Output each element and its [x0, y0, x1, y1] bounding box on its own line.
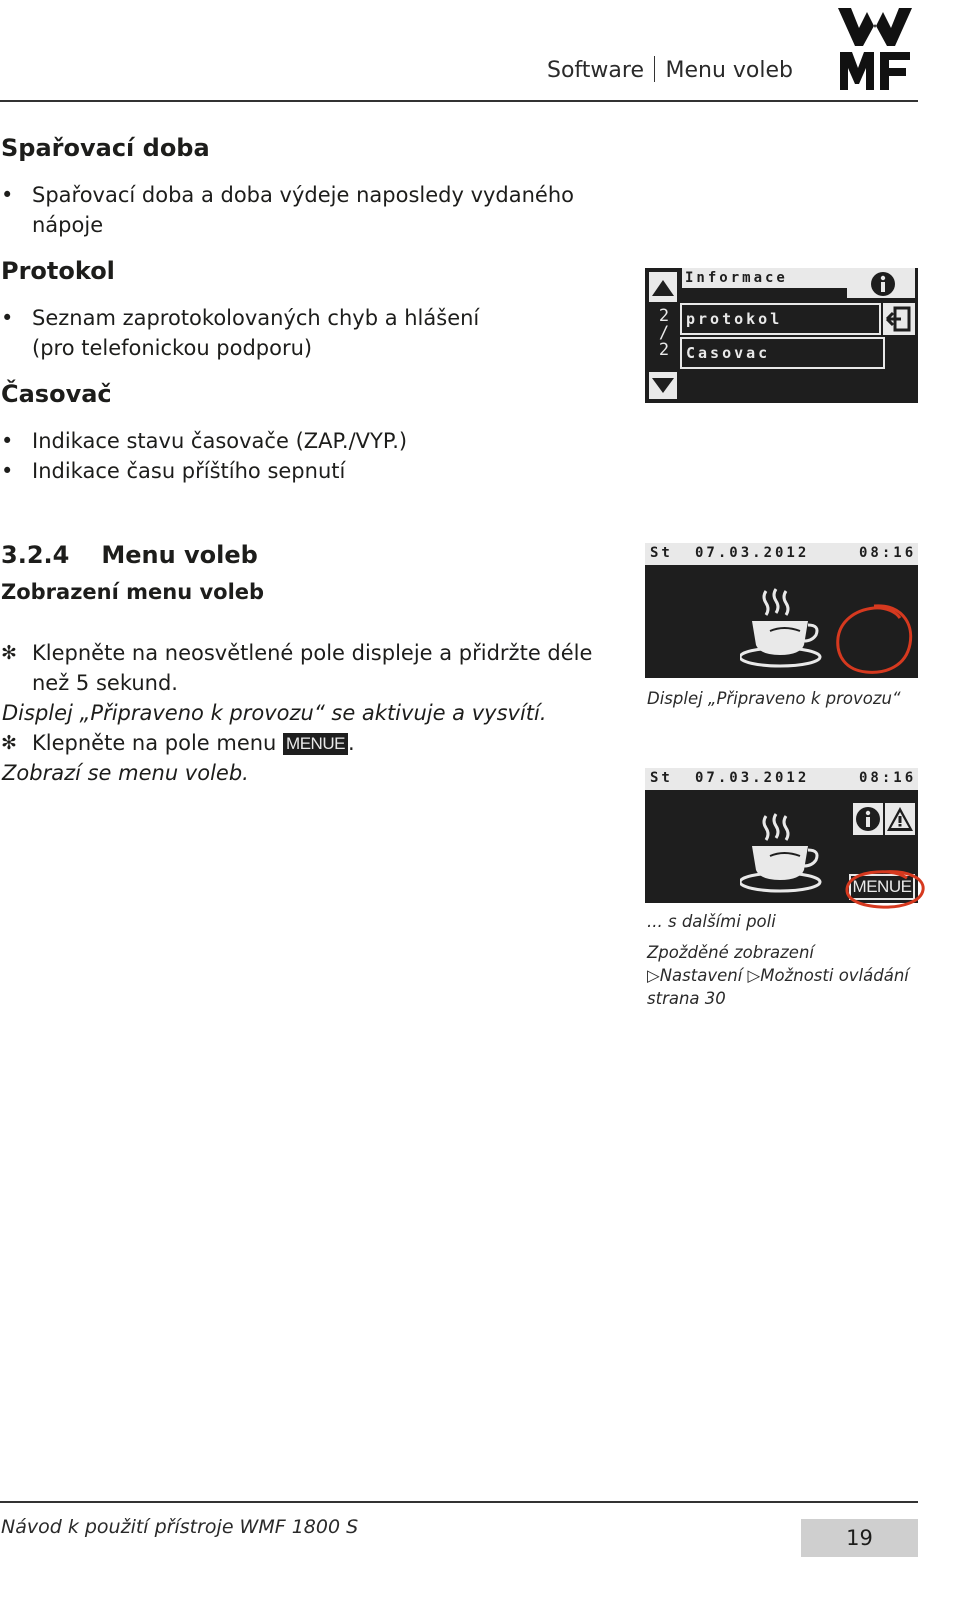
- tap-symbol-icon: ✻: [1, 732, 17, 754]
- page-total: 2: [658, 340, 670, 360]
- warning-button[interactable]: [885, 803, 915, 835]
- steps-block: [1, 638, 621, 788]
- arrow-down-icon: [649, 372, 677, 399]
- tap-symbol-icon: ✻: [1, 642, 17, 664]
- highlight-ring: [843, 868, 928, 912]
- display2-caption-1: ... s dalšími poli: [647, 912, 776, 931]
- header-separator: [654, 56, 656, 82]
- list-item-text: Indikace času příštího sepnutí: [32, 459, 346, 483]
- bullet: •: [1, 429, 14, 453]
- scroll-down-button[interactable]: [649, 372, 677, 399]
- info-icon: [853, 803, 883, 835]
- warning-icon: [885, 803, 915, 835]
- menue-button[interactable]: MENUE: [849, 874, 915, 900]
- display2-caption-4: strana 30: [647, 989, 726, 1008]
- menu-button-inline-icon: MENUE: [283, 733, 348, 755]
- highlight-ring: [830, 600, 918, 678]
- caption-link-options: Možnosti ovládání: [760, 966, 909, 985]
- step-1-continuation: než 5 sekund.: [32, 671, 178, 695]
- section-title: Menu voleb: [101, 541, 258, 569]
- bullet: •: [1, 459, 14, 483]
- step-text: Klepněte na neosvětlené pole displeje a přidržte déle: [32, 641, 593, 665]
- list-item: [1, 426, 601, 456]
- back-button[interactable]: [883, 303, 915, 335]
- header-rule: [0, 100, 918, 102]
- list-item-text: Indikace stavu časovače (ZAP./VYP.): [32, 429, 408, 453]
- display2-caption-2: Zpožděné zobrazení: [647, 943, 814, 962]
- section-subtitle: Zobrazení menu voleb: [1, 580, 265, 604]
- list-item-text: Spařovací doba a doba výdeje naposledy vydaného: [32, 183, 575, 207]
- list-casovac: [1, 426, 601, 486]
- running-header: [547, 56, 793, 83]
- footer-title: Návod k použití přístroje WMF 1800 S: [1, 1516, 359, 1538]
- info-button[interactable]: [853, 803, 883, 835]
- info-icon: [870, 271, 896, 297]
- header-section: Software: [547, 58, 644, 83]
- step-2: [1, 728, 621, 758]
- status-time: 08:16: [859, 770, 917, 786]
- menu-item-protokol[interactable]: [680, 303, 881, 335]
- info-lcd-screen: [645, 268, 918, 403]
- status-date: 07.03.2012: [695, 545, 810, 561]
- status-date: 07.03.2012: [695, 770, 810, 786]
- arrow-up-icon: [649, 272, 677, 302]
- list-protokol: [1, 303, 601, 363]
- footer-rule: [0, 1501, 918, 1503]
- info-title: Informace: [685, 270, 788, 286]
- list-item-continuation: (pro telefonickou podporu): [32, 336, 313, 360]
- status-day: St: [650, 770, 673, 786]
- display1-caption: Displej „Připraveno k provozu“: [647, 689, 901, 708]
- heading-casovac: Časovač: [1, 380, 112, 408]
- step-text: Klepněte na pole menu: [32, 731, 284, 755]
- page-slash: /: [658, 323, 670, 343]
- menu-item-casovac[interactable]: [680, 337, 885, 369]
- status-day: St: [650, 545, 673, 561]
- back-return-icon: [883, 303, 915, 335]
- bullet: •: [1, 306, 14, 330]
- section-heading: [1, 541, 258, 569]
- list-item: [1, 456, 601, 486]
- menu-item-label: Casovac: [686, 344, 771, 362]
- list-item: [1, 303, 601, 333]
- triangle-right-icon: ▷: [647, 966, 660, 985]
- scroll-up-button[interactable]: [649, 272, 677, 302]
- display2-caption-3: [647, 964, 909, 987]
- page-current: 2: [658, 306, 670, 326]
- list-item-text: Seznam zaprotokolovaných chyb a hlášení: [32, 306, 480, 330]
- bullet: •: [1, 183, 14, 207]
- step-text-end: .: [347, 731, 355, 755]
- caption-link-settings: Nastavení: [659, 966, 743, 985]
- wmf-logo: [838, 4, 912, 92]
- list-sparovaci: [1, 180, 601, 240]
- menu-item-label: protokol: [686, 310, 783, 328]
- list-item: [1, 180, 601, 210]
- status-time: 08:16: [859, 545, 917, 561]
- page-indicator: [654, 308, 674, 359]
- coffee-cup-icon: [740, 812, 832, 894]
- step-2-result: Zobrazí se menu voleb.: [2, 761, 249, 785]
- header-subsection: Menu voleb: [665, 58, 793, 83]
- heading-sparovaci-doba: Spařovací doba: [1, 134, 210, 162]
- page-number: 19: [801, 1519, 918, 1557]
- step-1: [1, 638, 621, 668]
- list-item-continuation: nápoje: [32, 213, 104, 237]
- step-1-result: Displej „Připraveno k provozu“ se aktivuje a vysvítí.: [2, 701, 547, 725]
- section-number: 3.2.4: [1, 541, 70, 569]
- triangle-right-icon: ▷: [747, 966, 761, 985]
- heading-protokol: Protokol: [1, 257, 115, 285]
- coffee-cup-icon: [740, 587, 832, 669]
